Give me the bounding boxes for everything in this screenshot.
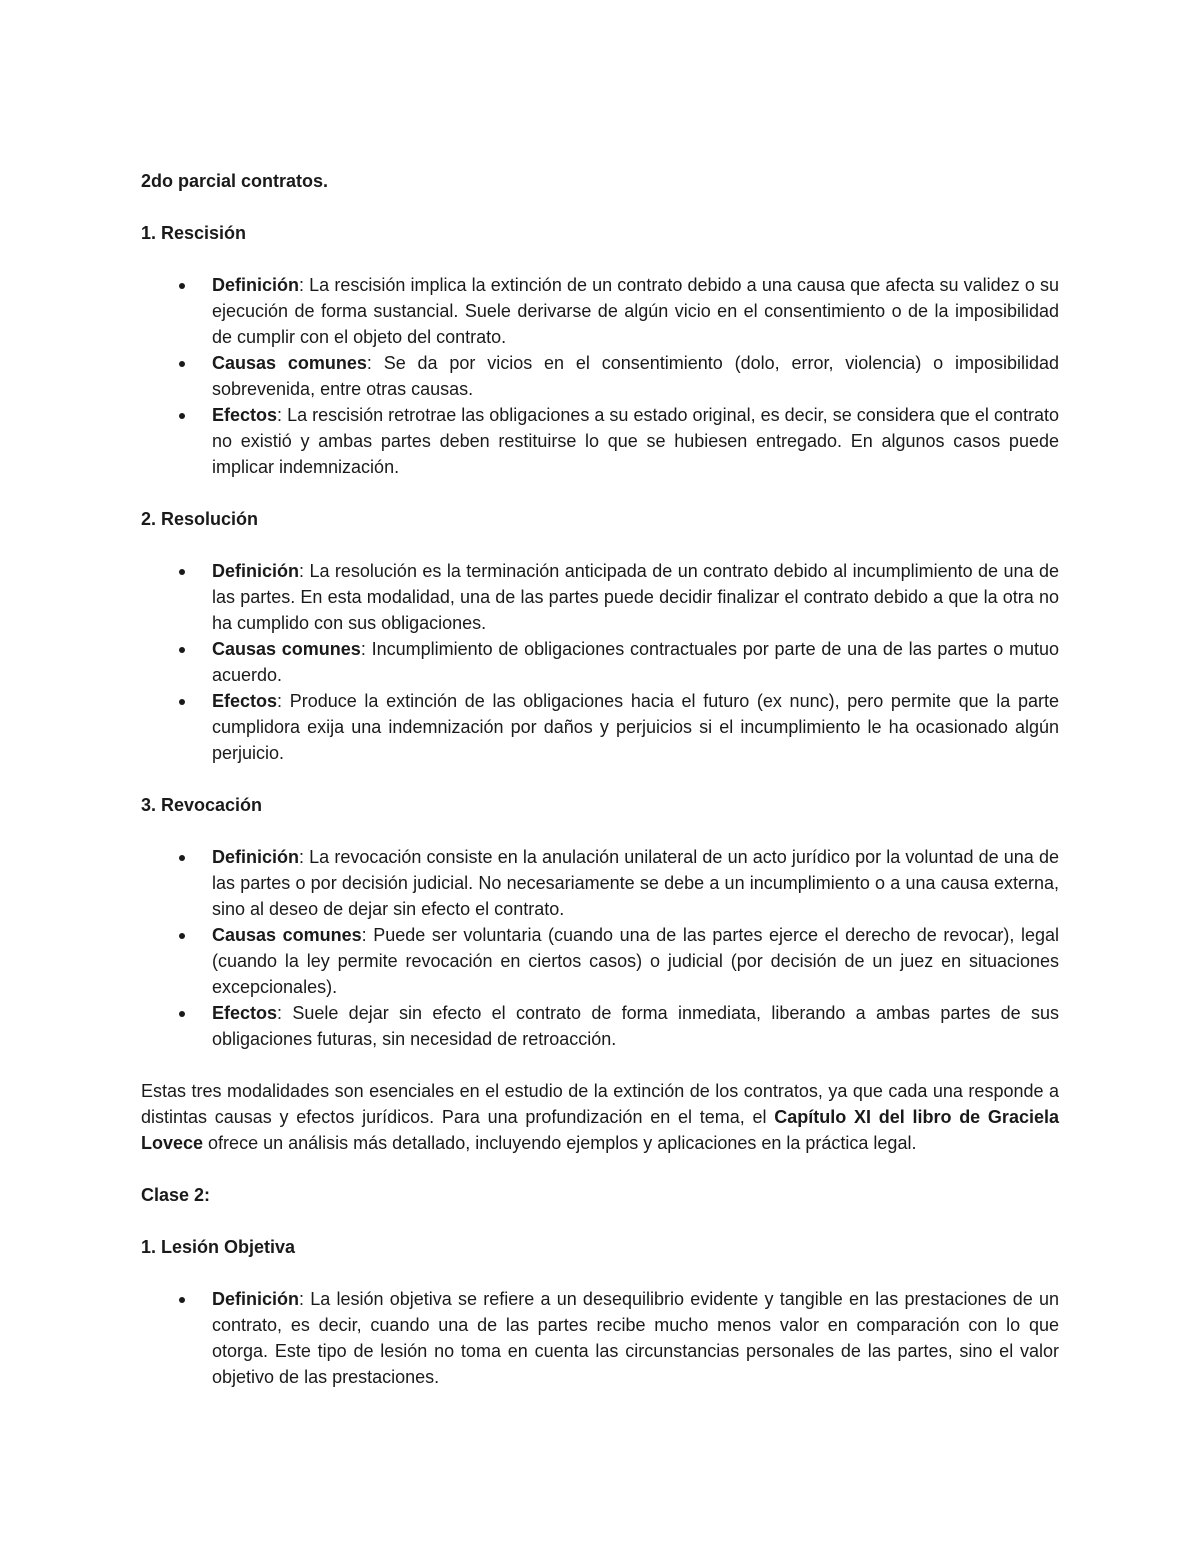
item-text: : La resolución es la terminación anticipada de un contrato debido al incumplimiento de una de las partes. En esta modalidad, una de las partes puede decidir finalizar el contrato debido a que la otra no ha cumplido con sus obligaciones. [212, 561, 1059, 633]
item-text: : La rescisión implica la extinción de un contrato debido a una causa que afecta su validez o su ejecución de forma sustancial. Suele derivarse de algún vicio en el consentimiento o de la imposibilidad de cumplir con el objeto del contrato. [212, 275, 1059, 347]
book-reference: Capítulo XI del libro de Graciela Lovece [141, 1107, 1059, 1153]
document-title: 2do parcial contratos. [141, 171, 329, 191]
bullet-icon [179, 699, 185, 705]
section-resolucion [141, 506, 1059, 766]
list-item [141, 636, 1059, 688]
term-label: Causas comunes [212, 925, 362, 945]
bullet-icon [179, 1011, 185, 1017]
section-heading: 1. Rescisión [141, 223, 247, 243]
item-text: : La revocación consiste en la anulación unilateral de un acto jurídico por la voluntad de una de las partes o por decisión judicial. No necesariamente se debe a un incumplimiento o a una causa externa, sino al deseo de dejar sin efecto el contrato. [212, 847, 1059, 919]
item-text: : Suele dejar sin efecto el contrato de forma inmediata, liberando a ambas partes de sus obligaciones futuras, sin necesidad de retroacción. [212, 1003, 1059, 1049]
bullet-icon [179, 1297, 185, 1303]
item-text: : La lesión objetiva se refiere a un desequilibrio evidente y tangible en las prestaciones de un contrato, es decir, cuando una de las partes recibe mucho menos valor en comparación con lo que otorga. Este tipo de lesión no toma en cuenta las circunstancias personales de las partes, sino el valor objetivo de las prestaciones. [212, 1289, 1059, 1387]
list-item [141, 558, 1059, 636]
class-heading: Clase 2: [141, 1185, 211, 1205]
bullet-list [141, 1286, 1059, 1390]
bullet-icon [179, 855, 185, 861]
list-item [141, 272, 1059, 350]
section-rescision [141, 220, 1059, 480]
term-label: Efectos [212, 405, 278, 425]
bullet-icon [179, 647, 185, 653]
item-text: : La rescisión retrotrae las obligaciones a su estado original, es decir, se considera que el contrato no existió y ambas partes deben restituirse lo que se hubiesen entregado. En algunos casos puede implicar indemnización. [212, 405, 1059, 477]
summary-text-before: Estas tres modalidades son esenciales en el estudio de la extinción de los contratos, ya que cada una responde a distintas causas y efectos jurídicos. Para una profundización en el tema, el [141, 1081, 1059, 1127]
summary-text-after: ofrece un análisis más detallado, incluyendo ejemplos y aplicaciones en la práctica legal. [203, 1133, 917, 1153]
section-heading: 1. Lesión Objetiva [141, 1237, 296, 1257]
bullet-icon [179, 933, 185, 939]
term-label: Efectos [212, 691, 278, 711]
term-label: Definición [212, 1289, 300, 1309]
summary-paragraph [141, 1078, 1059, 1156]
list-item [141, 688, 1059, 766]
term-label: Causas comunes [212, 639, 361, 659]
bullet-icon [179, 413, 185, 419]
list-item [141, 350, 1059, 402]
item-text: : Produce la extinción de las obligaciones hacia el futuro (ex nunc), pero permite que la parte cumplidora exija una indemnización por daños y perjuicios si el incumplimiento le ha ocasionado algún perjuicio. [212, 691, 1059, 763]
bullet-icon [179, 569, 185, 575]
section-heading: 2. Resolución [141, 509, 259, 529]
item-text: : Se da por vicios en el consentimiento (dolo, error, violencia) o imposibilidad sobrevenida, entre otras causas. [212, 353, 1060, 399]
list-item [141, 402, 1059, 480]
bullet-list [141, 272, 1059, 480]
bullet-list [141, 844, 1059, 1052]
list-item [141, 844, 1059, 922]
bullet-icon [179, 361, 185, 367]
term-label: Definición [212, 275, 300, 295]
bullet-list [141, 558, 1059, 766]
item-text: : Puede ser voluntaria (cuando una de las partes ejerce el derecho de revocar), legal (cuando la ley permite revocación en ciertos casos) o judicial (por decisión de un juez en situaciones excepcionales). [212, 925, 1060, 997]
bullet-icon [179, 283, 185, 289]
list-item [141, 922, 1059, 1000]
list-item [141, 1286, 1059, 1390]
list-item [141, 1000, 1059, 1052]
term-label: Causas comunes [212, 353, 367, 373]
item-text: : Incumplimiento de obligaciones contractuales por parte de una de las partes o mutuo acuerdo. [212, 639, 1059, 685]
term-label: Definición [212, 561, 300, 581]
section-heading: 3. Revocación [141, 795, 263, 815]
section-revocacion [141, 792, 1059, 1052]
section-lesion-objetiva [141, 1234, 1059, 1390]
term-label: Definición [212, 847, 300, 867]
term-label: Efectos [212, 1003, 278, 1023]
